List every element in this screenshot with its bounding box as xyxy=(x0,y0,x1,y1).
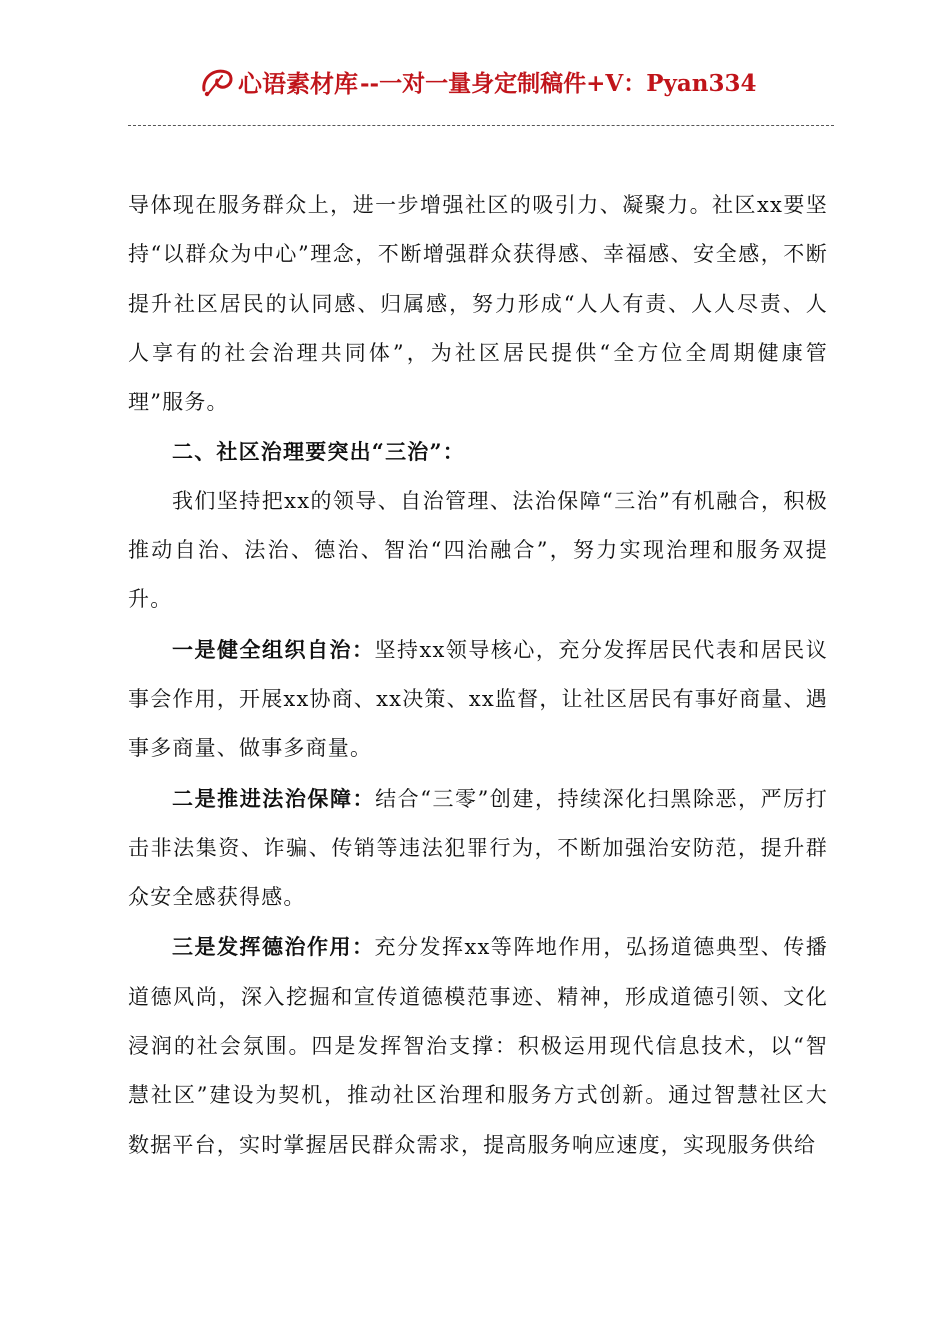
paragraph-text: 结合“三零”创建，持续深化扫黑除恶，严厉打击非法集资、诈骗、传销等违法犯罪行为，不断加强治安防范，提升群众安全感获得感。 xyxy=(128,786,828,910)
paragraph-self-governance xyxy=(128,625,828,774)
paragraph-text: 充分发挥xx等阵地作用，弘扬道德典型、传播道德风尚，深入挖掘和宣传道德模范事迹、精神，形成道德引领、文化浸润的社会氛围。四是发挥智治支撑：积极运用现代信息技术，以“智慧社区”建设为契机，推动社区治理和服务方式创新。通过智慧社区大数据平台，实时掌握居民群众需求，提高服务响应速度，实现服务供给 xyxy=(128,935,828,1157)
paragraph-text: 我们坚持把xx的领导、自治管理、法治保障“三治”有机融合，积极推动自治、法治、德治、智治“四治融合”，努力实现治理和服务双提升。 xyxy=(128,488,828,612)
paragraph-text: 坚持xx领导核心，充分发挥居民代表和居民议事会作用，开展xx协商、xx决策、xx监督，让社区居民有事好商量、遇事多商量、做事多商量。 xyxy=(128,637,828,761)
paragraph-lead: 一是健全组织自治： xyxy=(172,636,375,662)
header-slogan: --一对一量身定制稿件+V：Pyan334 xyxy=(360,69,757,97)
header-brand-group xyxy=(200,56,757,106)
heading-text: 二、社区治理要突出“三治”： xyxy=(172,439,465,465)
paragraph-lead: 三是发挥德治作用： xyxy=(172,934,375,960)
paragraph-lead: 二是推进法治保障： xyxy=(172,785,376,811)
page-header xyxy=(0,56,950,106)
document-body xyxy=(128,181,828,1170)
quill-swirl-icon xyxy=(200,64,236,98)
paragraph-intro xyxy=(128,181,828,427)
section-heading xyxy=(128,427,828,476)
paragraph-text: 导体现在服务群众上，进一步增强社区的吸引力、凝聚力。社区xx要坚持“以群众为中心”理念，不断增强群众获得感、幸福感、安全感，不断提升社区居民的认同感、归属感，努力形成“人人有责、人人尽责、人人享有的社会治理共同体”，为社区居民提供“全方位全周期健康管理”服务。 xyxy=(128,193,828,415)
paragraph-rule-of-law xyxy=(128,774,828,923)
header-divider xyxy=(128,125,834,126)
paragraph-rule-of-virtue xyxy=(128,922,828,1169)
paragraph-three-governance xyxy=(128,477,828,625)
brand-name: 心语素材库 xyxy=(238,68,358,98)
